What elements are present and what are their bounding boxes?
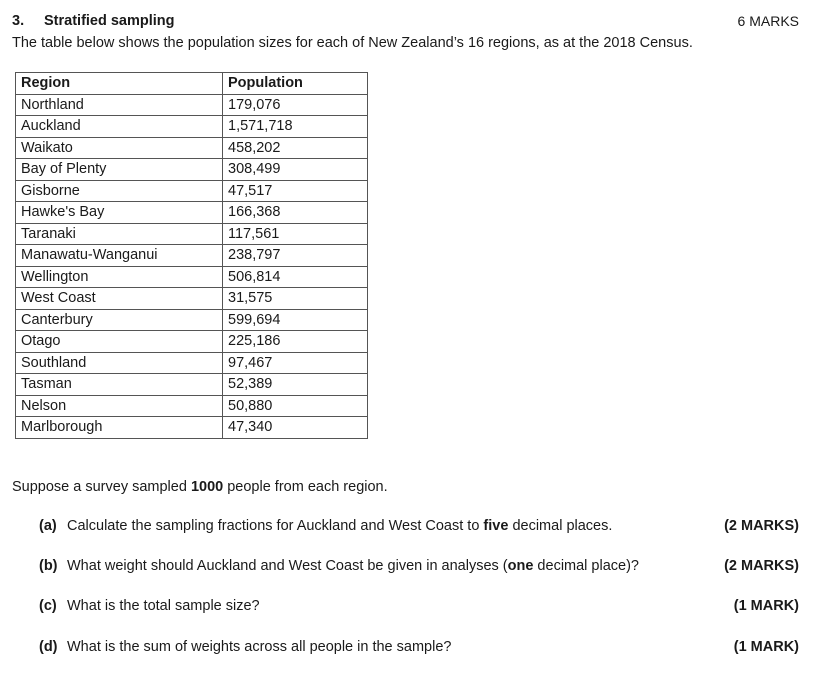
part-b-bold: one [507,558,534,574]
question-marks: 6 MARKS [737,13,799,29]
population-cell: 458,202 [223,137,368,159]
region-cell: Southland [16,352,223,374]
region-cell: Gisborne [16,180,223,202]
question-number: 3. [12,13,25,29]
part-d-text: What is the sum of weights across all people in the sample? [67,639,452,655]
table-row [16,374,368,396]
table-header-row [16,73,368,95]
region-cell: West Coast [16,288,223,310]
population-cell: 179,076 [223,94,368,116]
population-table [15,72,368,439]
region-cell: Taranaki [16,223,223,245]
table-row [16,94,368,116]
region-cell: Hawke's Bay [16,202,223,224]
region-cell: Manawatu-Wanganui [16,245,223,267]
population-cell: 52,389 [223,374,368,396]
table-row [16,352,368,374]
region-cell: Canterbury [16,309,223,331]
region-cell: Northland [16,94,223,116]
region-cell: Nelson [16,395,223,417]
table-row [16,223,368,245]
suppose-text [12,479,388,495]
table-row [16,180,368,202]
table-row [16,159,368,181]
region-cell: Marlborough [16,417,223,439]
population-cell: 308,499 [223,159,368,181]
population-cell: 225,186 [223,331,368,353]
part-a-label: (a) [39,518,57,534]
table-row [16,309,368,331]
population-cell: 47,517 [223,180,368,202]
part-d-label: (d) [39,639,58,655]
suppose-after: people from each region. [223,479,388,495]
part-c [39,598,260,614]
region-cell: Waikato [16,137,223,159]
question-title: Stratified sampling [44,13,175,29]
question-heading [12,13,175,29]
region-cell: Bay of Plenty [16,159,223,181]
population-cell: 97,467 [223,352,368,374]
population-cell: 1,571,718 [223,116,368,138]
table-row [16,116,368,138]
table-row [16,395,368,417]
region-cell: Auckland [16,116,223,138]
table-row [16,137,368,159]
table-row [16,266,368,288]
part-a [39,518,612,534]
part-b-text-end: decimal place)? [533,558,639,574]
table-row [16,331,368,353]
part-c-text: What is the total sample size? [67,598,260,614]
population-cell: 117,561 [223,223,368,245]
population-cell: 506,814 [223,266,368,288]
population-cell: 238,797 [223,245,368,267]
region-cell: Otago [16,331,223,353]
part-a-bold: five [483,518,509,534]
part-b-text: What weight should Auckland and West Coast be given in analyses ( [67,558,508,574]
part-d [39,639,451,655]
header-population: Population [223,73,368,95]
region-cell: Tasman [16,374,223,396]
header-region: Region [16,73,223,95]
intro-text: The table below shows the population sizes for each of New Zealand’s 16 regions, as at the 2018 Census. [12,35,693,51]
part-b [39,558,639,574]
region-cell: Wellington [16,266,223,288]
part-c-label: (c) [39,598,57,614]
population-cell: 599,694 [223,309,368,331]
table-row [16,288,368,310]
part-a-text-end: decimal places. [508,518,613,534]
population-cell: 31,575 [223,288,368,310]
population-cell: 50,880 [223,395,368,417]
suppose-before: Suppose a survey sampled [12,479,191,495]
suppose-bold: 1000 [190,479,224,495]
table-row [16,245,368,267]
table-row [16,417,368,439]
part-c-marks: (1 MARK) [733,598,799,614]
part-a-marks: (2 MARKS) [724,518,799,534]
part-b-marks: (2 MARKS) [724,558,799,574]
population-cell: 47,340 [223,417,368,439]
part-d-marks: (1 MARK) [733,639,799,655]
table-row [16,202,368,224]
part-a-text: Calculate the sampling fractions for Auckland and West Coast to [67,518,484,534]
part-b-label: (b) [39,558,58,574]
population-cell: 166,368 [223,202,368,224]
